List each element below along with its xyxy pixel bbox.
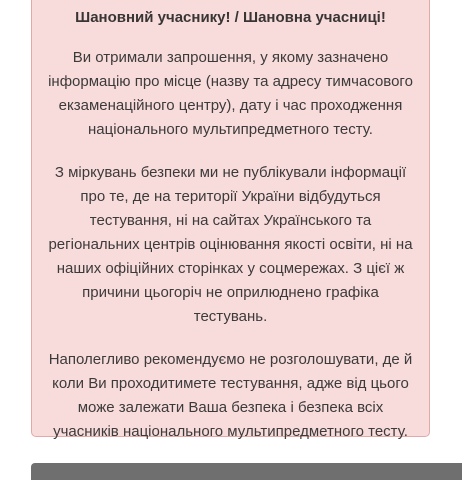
notice-paragraph-invitation: Ви отримали запрошення, у якому зазначено інформацію про місце (назву та адресу тимчасового екзаменаційного центру), дату і час проходження національного мультипредметного тесту. [48,49,413,138]
notice-title: Шановний учаснику! / Шановна учасниці! [75,9,386,26]
notice-paragraph-recommendation: Наполегливо рекомендуємо не розголошувати, де й коли Ви проходитимете тестування, адже від цього може залежати Ваша безпека і безпека всіх учасників національного мультипредметного тесту. [48,351,413,440]
bottom-bar [31,463,462,480]
notice-paragraph-security: З міркувань безпеки ми не публікували інформації про те, де на території України відбудуться тестування, ні на сайтах Українського та регіональних центрів оцінювання якості освіти, ні на наших офіційних сторінках у соцмережах. З цієї ж причини цьогоріч не оприлюднено графіка тестувань. [48,164,413,325]
security-notice-box [31,0,430,440]
